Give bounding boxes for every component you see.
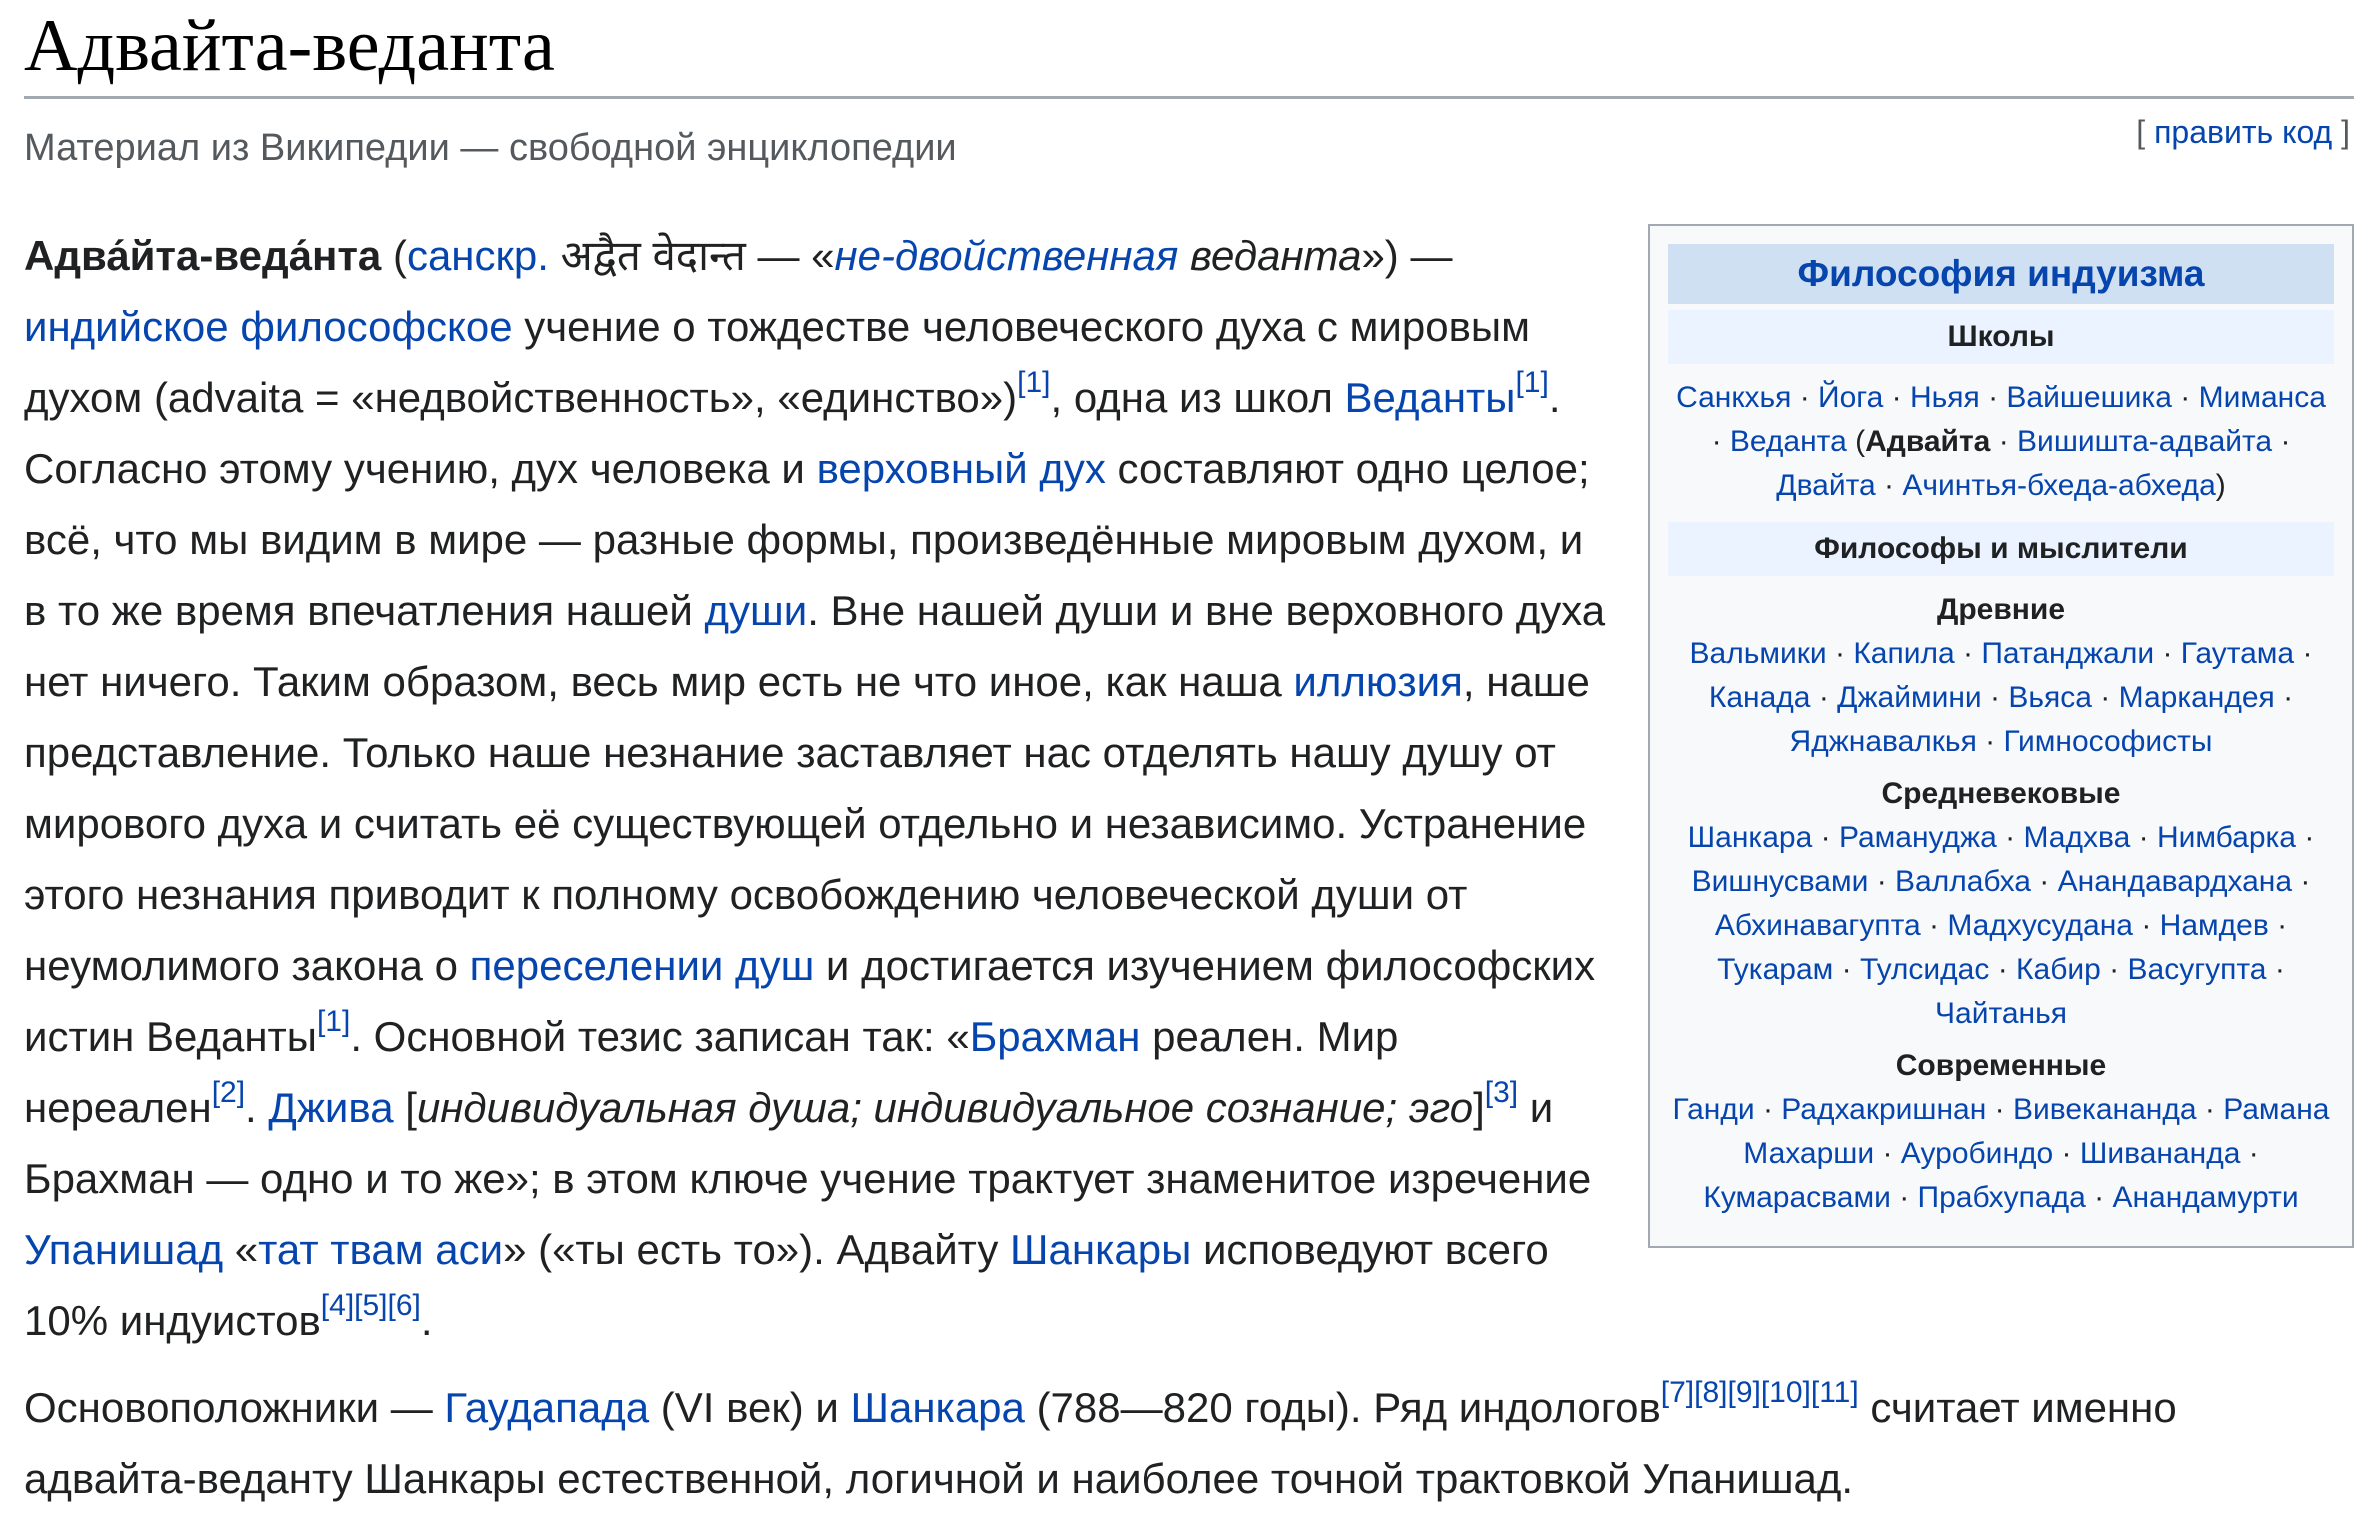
title-divider [24,96,2354,99]
wiki-link[interactable]: иллюзия [1293,658,1463,705]
philosopher-group-heading: Современные [1895,1049,2107,1082]
list-separator: · [1791,381,1819,414]
wiki-link[interactable]: Гаудапада [444,1384,650,1431]
list-separator: · [2100,953,2128,986]
wiki-link[interactable]: санскр. [406,232,549,279]
text-run: ] [1473,1084,1485,1131]
text-run: » («ты есть то»). Адвайту [503,1226,1011,1273]
wiki-link[interactable]: Джива [268,1084,394,1131]
philosopher-link[interactable]: Нимбарка [2156,821,2296,854]
wiki-link[interactable]: Шанкара [850,1384,1025,1431]
text-run: учение о тождестве человеческого духа с мировым духом (advaita = «недвойственность», «единство») [24,303,1530,421]
citation-ref[interactable]: [1] [316,1005,351,1038]
philosopher-link[interactable]: Гимнософисты [2003,725,2213,758]
edit-source-section [2136,110,2350,154]
wiki-link[interactable]: верховный дух [816,445,1106,492]
list-separator: · [2171,381,2199,414]
paren-close: ) [2215,469,2226,502]
list-separator: · [2272,425,2291,458]
text-run: . Вне нашей души и вне верховного духа нет ничего. Таким образом, весь мир есть не что иное, как наша [24,587,1606,705]
philosopher-link[interactable]: Кумарасвами [1703,1181,1891,1214]
philosopher-link[interactable]: Ауробиндо [1900,1137,2054,1170]
philosopher-link[interactable]: Рамануджа [1838,821,1997,854]
list-separator: · [1981,681,2009,714]
edit-bracket-open: [ [2136,114,2155,150]
infobox-philosophers-heading: Философы и мыслители [1668,522,2334,576]
list-separator: · [1754,1093,1782,1126]
infobox-title-link[interactable]: Философия индуизма [1797,253,2205,294]
text-run: . Согласно этому учению, дух человека и [24,374,1561,492]
list-separator: · [1826,637,1854,670]
list-separator: · [2154,637,2181,670]
list-separator: · [1986,1093,2013,1126]
wiki-link[interactable]: Упанишад [24,1226,224,1273]
list-separator: · [1868,865,1896,898]
school-link[interactable]: Миманса [2198,381,2326,414]
philosopher-link[interactable]: Тукарам [1717,953,1834,986]
list-separator: · [2295,821,2315,854]
list-separator: · [2091,681,2119,714]
philosopher-link[interactable]: Вьяса [2008,681,2092,714]
text-run: , наше представление. Только наше незнание заставляет нас отделять нашу душу от мирового духа и считать её существующей отдельно и независимо. Устранение этого незнания приводит к полному освобождению человеческой души от неумолимого закона о [24,658,1590,989]
list-separator: · [2053,1137,2080,1170]
citation-ref[interactable]: [1] [1515,366,1549,399]
list-separator: · [1979,381,2007,414]
list-separator: · [2196,1093,2224,1126]
list-separator: · [1996,821,2024,854]
philosopher-link[interactable]: Кабир [2016,953,2101,986]
philosopher-link[interactable]: Васугупта [2127,953,2267,986]
list-separator: · [1875,469,1903,502]
list-separator: · [2266,953,2285,986]
list-separator: · [2130,821,2157,854]
list-separator: · [1890,1181,1918,1214]
philosopher-link[interactable]: Канада [1708,681,1811,714]
philosopher-links [1672,632,2330,764]
text-run: ») — [1361,232,1453,279]
philosopher-link[interactable]: Анандамурти [2112,1181,2299,1214]
infobox-navbox [1648,224,2354,1248]
philosopher-link[interactable]: Чайтанья [1935,997,2067,1030]
text-run: . Основной тезис записан так: « [350,1013,970,1060]
school-sub-link[interactable]: Вишишта-адвайта [2017,425,2273,458]
philosopher-link[interactable]: Капила [1853,637,1955,670]
wiki-link[interactable]: индийское философское [24,303,513,350]
philosopher-group-heading: Средневековые [1881,777,2121,810]
philosopher-link[interactable]: Валлабха [1895,865,2031,898]
text-run: [ [393,1084,417,1131]
school-link[interactable]: Йога [1818,381,1884,414]
text-italic: индивидуальная душа; индивидуальное сознание; эго [416,1084,1474,1131]
school-sub-link[interactable]: Двайта [1776,469,1876,502]
school-current: Адвайта [1865,425,1991,458]
philosopher-group [1668,576,2334,772]
infobox-title [1668,244,2334,304]
text-run: Основоположники — [24,1384,445,1431]
list-separator: · [1833,953,1860,986]
text-run: составляют одно целое; всё, что мы видим в мире — разные формы, произведённые мировым духом, и в то же время впечатления нашей [24,445,1590,634]
citation-ref[interactable]: [2] [211,1076,246,1109]
text-run: (788—820 годы). Ряд индологов [1024,1384,1661,1431]
list-separator: · [2294,637,2313,670]
philosopher-link[interactable]: Шанкара [1687,821,1813,854]
list-separator: · [1976,725,2004,758]
infobox-schools-list [1668,364,2334,516]
text-run: अद्वैत वेदान्त — « [548,232,835,279]
paren-open: ( [1846,425,1866,458]
text-run: и Брахман — одно и то же»; в этом ключе учение трактует знаменитое изречение [24,1084,1592,1202]
philosopher-link[interactable]: Патанджали [1981,637,2155,670]
list-separator: · [1990,425,2018,458]
wiki-link[interactable]: души [704,587,808,634]
philosopher-link[interactable]: Вишнусвами [1691,865,1869,898]
edit-bracket-close: ] [2332,114,2350,150]
list-separator: · [1883,381,1910,414]
school-sub-link[interactable]: Ачинтья-бхеда-абхеда [1902,469,2216,502]
infobox-philosopher-groups [1668,576,2334,1228]
wiki-link[interactable]: переселении душ [469,942,815,989]
philosopher-link[interactable]: Радхакришнан [1781,1093,1987,1126]
article-paragraph [24,1372,2354,1514]
text-run: ( [381,232,407,279]
citation-ref[interactable]: [4][5][6] [320,1289,421,1322]
philosopher-link[interactable]: Мадхва [2023,821,2131,854]
philosopher-group [1668,772,2334,1044]
philosopher-link[interactable]: Абхинавагупта [1714,909,1921,942]
text-run: реален. Мир нереален [24,1013,1399,1131]
site-tagline: Материал из Википедии — свободной энциклопедии [24,127,957,169]
philosopher-link[interactable]: Рамана Махарши [1743,1093,2330,1170]
text-run: считает именно адвайта-веданту Шанкары естественной, логичной и наиболее точной трактовкой Упанишад. [24,1384,2177,1502]
philosopher-link[interactable]: Тулсидас [1859,953,1990,986]
philosopher-link[interactable]: Намдев [2159,909,2269,942]
text-run: (VI век) и [649,1384,851,1431]
list-separator: · [2085,1181,2113,1214]
list-separator: · [1810,681,1838,714]
school-link[interactable]: Веданта [1729,425,1847,458]
philosopher-link[interactable]: Вивекананда [2012,1093,2197,1126]
wiki-link[interactable]: Шанкары [1010,1226,1192,1273]
infobox-schools-heading: Школы [1668,310,2334,364]
article-body [24,220,2354,1514]
wiki-link[interactable]: Брахман [969,1013,1141,1060]
philosopher-link[interactable]: Маркандея [2118,681,2275,714]
list-separator: · [2030,865,2058,898]
text-run: . [245,1084,269,1131]
page-title: Адвайта-веданта [24,5,555,87]
list-separator: · [1711,425,1730,458]
list-separator: · [1920,909,1948,942]
philosopher-group [1668,1044,2334,1228]
wiki-link[interactable]: Веданты [1344,374,1516,421]
philosopher-group-heading: Древние [1936,593,2066,626]
edit-source-link[interactable]: править код [2154,114,2333,150]
list-separator: · [1954,637,1982,670]
text-run: . [420,1297,433,1344]
text-run: « [223,1226,259,1273]
text-run: исповедуют всего 10% индуистов [24,1226,1549,1344]
philosopher-link[interactable]: Мадхусудана [1947,909,2133,942]
philosopher-link[interactable]: Шивананда [2079,1137,2241,1170]
philosopher-link[interactable]: Яджнавалкья [1789,725,1977,758]
citation-ref[interactable]: [7][8][9][10][11] [1660,1376,1859,1409]
philosopher-links [1672,816,2330,1036]
term-bold: Адва́йта-веда́нта [24,232,382,279]
citation-ref[interactable]: [1] [1017,366,1051,399]
list-separator: · [2240,1137,2259,1170]
list-separator: · [1989,953,2017,986]
school-link[interactable]: Санкхья [1676,381,1792,414]
philosopher-link[interactable]: Анандавардхана [2057,865,2293,898]
school-link[interactable]: Вайшешика [2006,381,2172,414]
text-italic: веданта [1178,232,1362,279]
list-separator: · [2132,909,2160,942]
text-run: и достигается изучением философских истин Веданты [24,942,1596,1060]
list-separator: · [2274,681,2294,714]
citation-ref[interactable]: [3] [1484,1076,1519,1109]
philosopher-link[interactable]: Вальмики [1689,637,1827,670]
philosopher-link[interactable]: Ганди [1672,1093,1755,1126]
philosopher-links [1672,1088,2330,1220]
philosopher-link[interactable]: Джаймини [1837,681,1982,714]
philosopher-link[interactable]: Прабхупада [1917,1181,2086,1214]
wiki-link[interactable]: тат твам аси [258,1226,504,1273]
list-separator: · [2292,865,2311,898]
philosopher-link[interactable]: Гаутама [2180,637,2295,670]
text-run: , одна из школ [1050,374,1345,421]
school-link[interactable]: Ньяя [1909,381,1980,414]
wiki-link[interactable]: не-двойственная [834,232,1179,279]
list-separator: · [1812,821,1839,854]
list-separator: · [1874,1137,1901,1170]
list-separator: · [2268,909,2288,942]
